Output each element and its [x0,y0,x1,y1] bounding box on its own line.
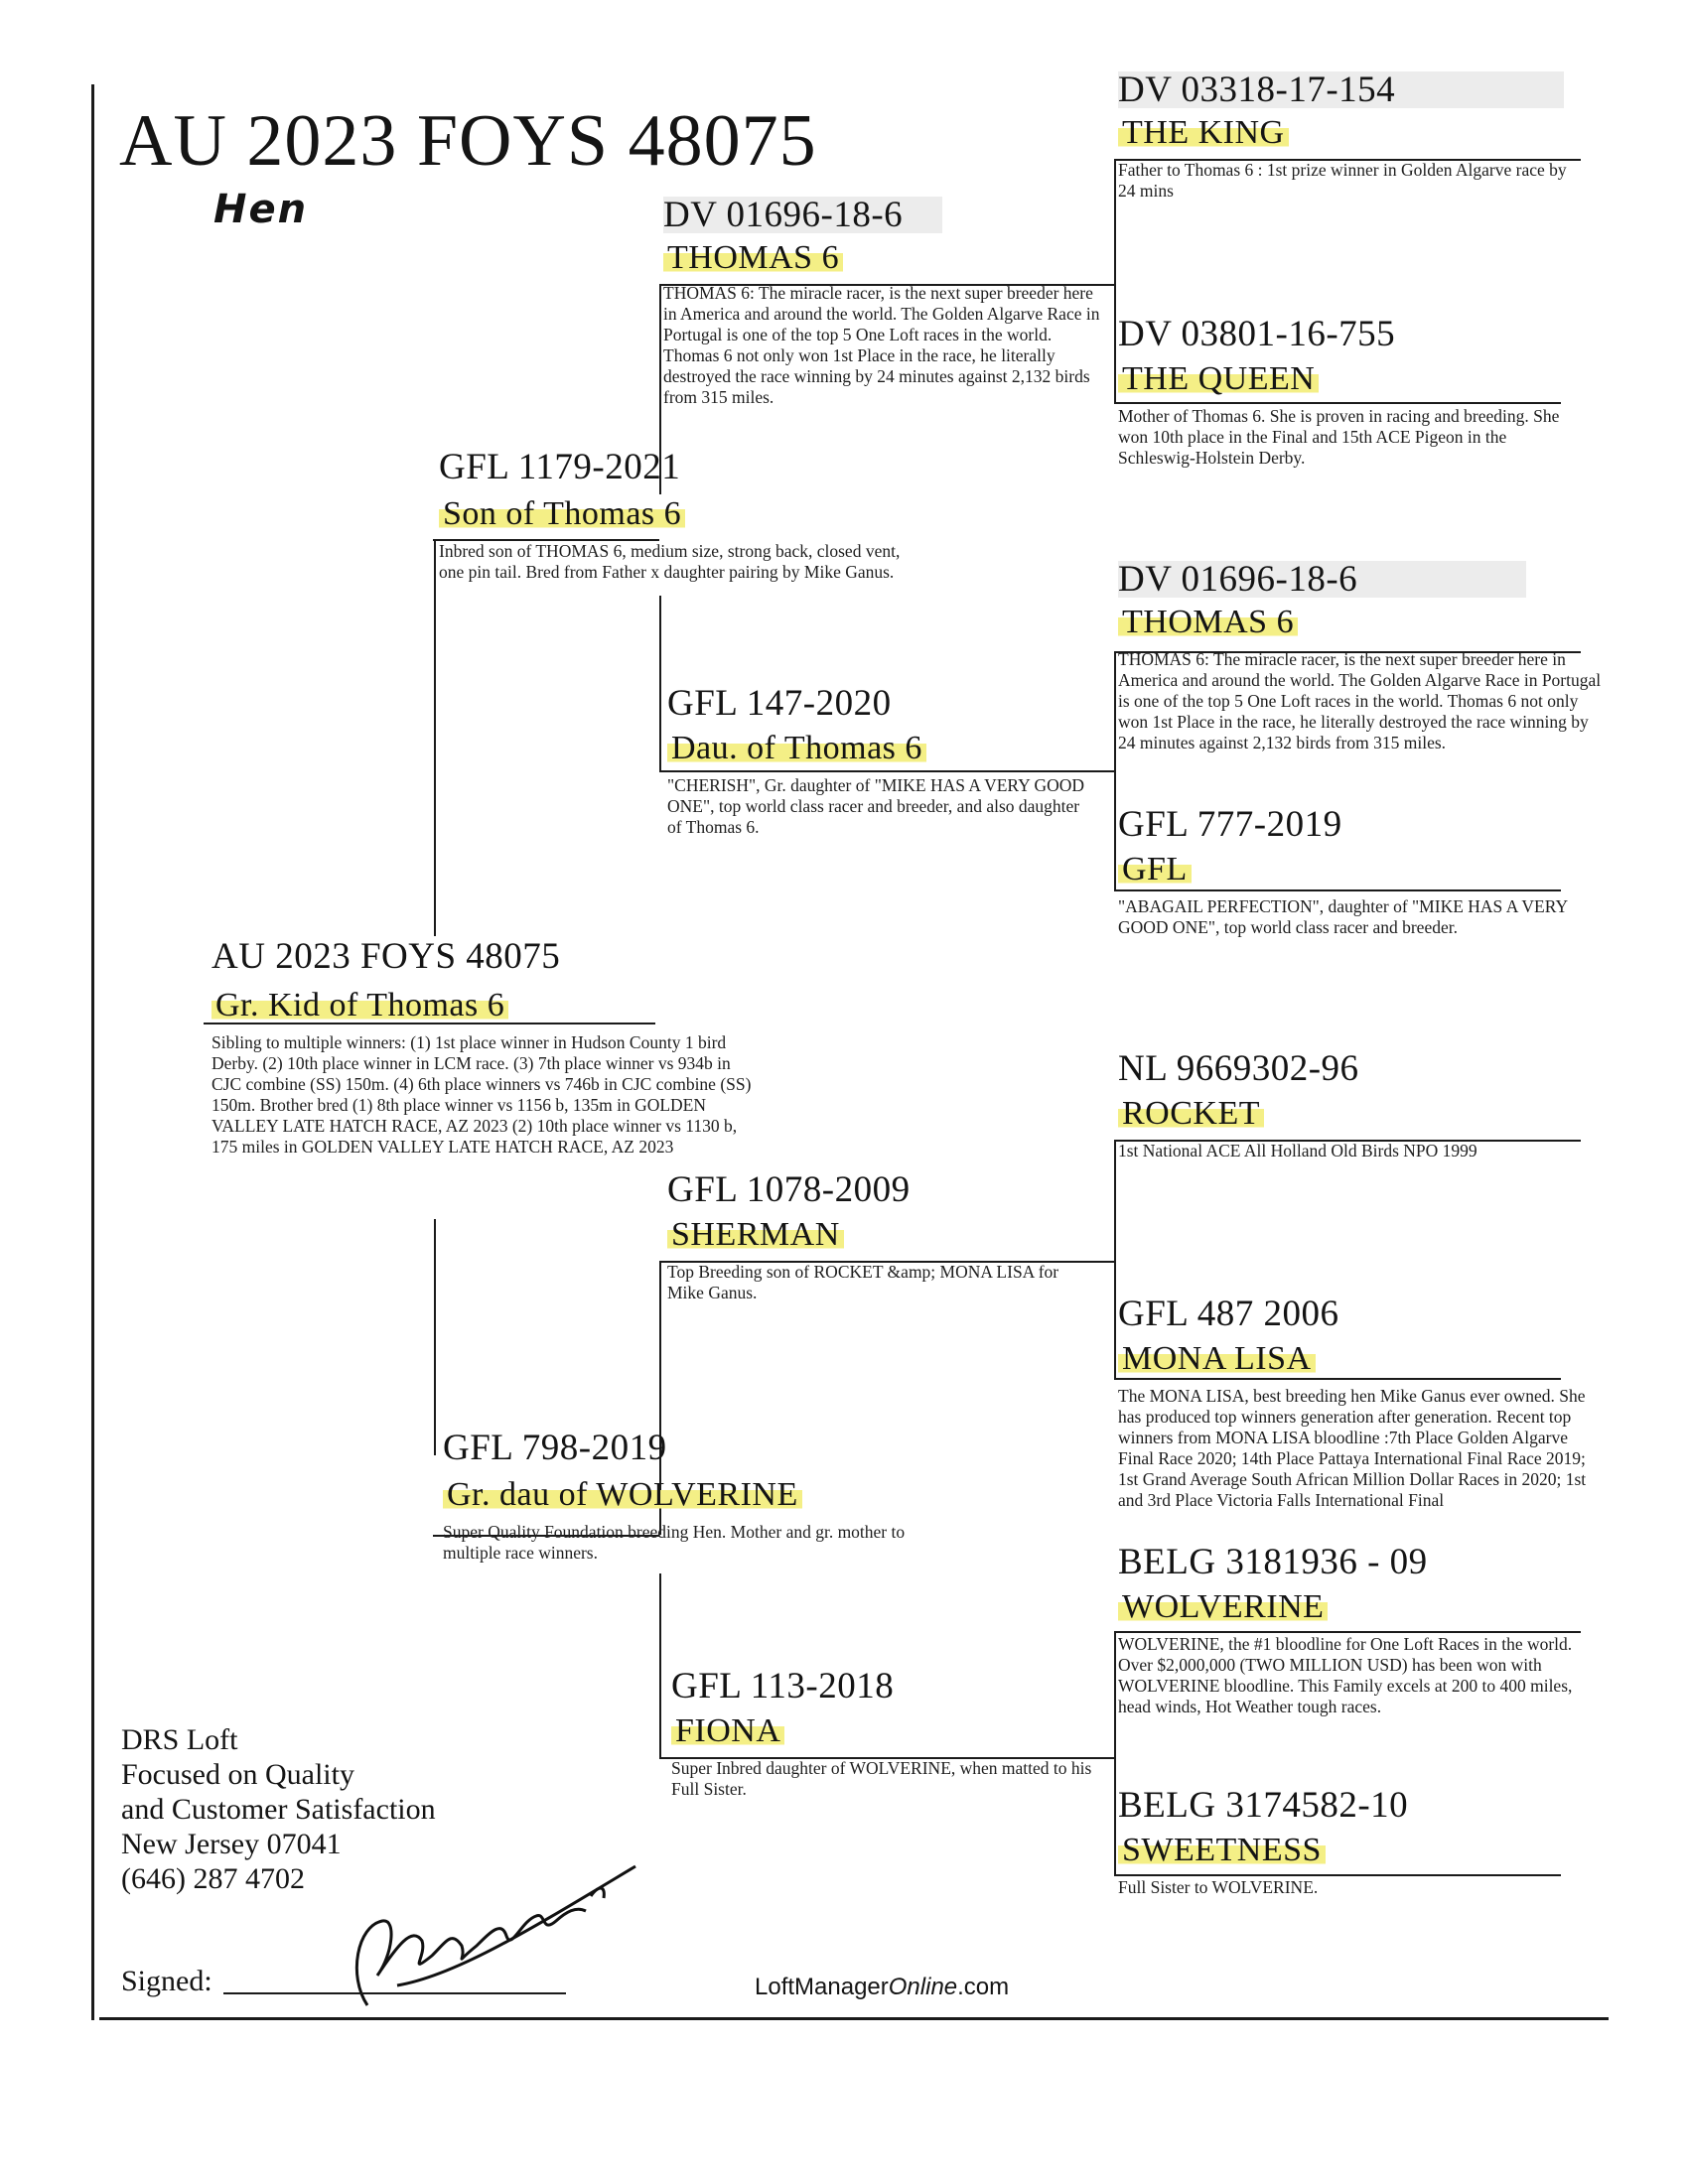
sire-dam-reg: GFL 147-2020 [667,683,892,724]
ggp-name: THE QUEEN [1118,360,1319,397]
ggp-reg: DV 03801-16-755 [1118,314,1396,354]
ggp-entry-mona-lisa [1118,1296,1595,1535]
loft-phone: (646) 287 4702 [121,1862,305,1895]
sire-reg: GFL 1179-2021 [439,447,681,487]
connector [659,596,661,772]
footer-brand [755,1974,1009,2001]
ggp-reg: BELG 3181936 - 09 [1118,1542,1428,1582]
dam-reg: GFL 798-2019 [443,1428,667,1468]
connector [1114,653,1116,891]
connector [659,1573,661,1759]
page-title: AU 2023 FOYS 48075 [119,100,817,182]
ggp-name: WOLVERINE [1118,1588,1328,1625]
dam-name: Gr. dau of WOLVERINE [443,1476,802,1513]
ggp-desc: Father to Thomas 6 : 1st prize winner in Golden Algarve race by 24 mins [1118,160,1567,201]
ggp-entry-gfl-777 [1118,806,1585,962]
ggp-desc: "ABAGAIL PERFECTION", daughter of "MIKE HAS A VERY GOOD ONE", top world class racer and breeder. [1118,896,1568,937]
ggp-reg: GFL 777-2019 [1118,804,1342,845]
ggp-entry-thomas-6 [1118,561,1605,776]
dam-desc: Super Quality Foundation breeding Hen. Mother and gr. mother to multiple race winners. [443,1522,906,1563]
ggp-desc: The MONA LISA, best breeding hen Mike Ganus ever owned. She has produced top winners generation after generation. Recent top winners from MONA LISA bloodline :7th Place Golden Algarve Final Race 2020; 14th Place Pattaya International Final Race 2019; 1st Grand Average South African Million Dollar Races in 2020; 1st and 3rd Place Victoria Falls International Final [1118,1386,1587,1510]
dam-dam-reg: GFL 113-2018 [671,1666,895,1706]
subject-entry [211,938,768,1203]
ggp-name: MONA LISA [1118,1340,1316,1377]
subject-name: Gr. Kid of Thomas 6 [211,987,508,1024]
subject-desc: Sibling to multiple winners: (1) 1st place winner in Hudson County 1 bird Derby. (2) 10th place winner in LCM race. (3) 7th place winner vs 934b in CJC combine (SS) 150m. (4) 6th place winners vs 746b in CJC combine (SS) 150m. Brother bred (1) 8th place winner vs 1156 b, 135m in GOLDEN VALLEY LATE HATCH RACE, AZ 2023 (2) 10th place winner vs 1130 b, 175 miles in GOLDEN VALLEY LATE HATCH RACE, AZ 2023 [211,1032,752,1157]
footer-brand-suffix: .com [957,1974,1010,2000]
ggp-desc: 1st National ACE All Holland Old Birds NPO 1999 [1118,1141,1477,1160]
loft-location: New Jersey 07041 [121,1828,342,1860]
dam-dam-desc: Super Inbred daughter of WOLVERINE, when matted to his Full Sister. [671,1758,1092,1799]
signed-label: Signed: [121,1965,212,1997]
ggp-entry-wolverine [1118,1544,1595,1743]
loft-tagline: Focused on Quality [121,1758,354,1791]
sire-dam-entry [667,685,1104,841]
ggp-reg: DV 03318-17-154 [1118,71,1564,108]
dam-dam-name: FIONA [671,1712,784,1749]
ggp-name: THE KING [1118,114,1289,151]
sire-sire-reg: DV 01696-18-6 [663,197,942,233]
ggp-reg: NL 9669302-96 [1118,1048,1359,1089]
page-bottom-border [99,2017,1609,2020]
handwritten-sex-note: Hen [213,187,309,232]
ggp-entry-the-queen [1118,316,1585,472]
ggp-name: GFL [1118,851,1192,887]
dam-sire-reg: GFL 1078-2009 [667,1169,911,1210]
dam-entry [443,1430,939,1566]
signature-line [223,1992,566,1994]
connector [434,1219,436,1455]
sire-entry [439,449,915,607]
sire-desc: Inbred son of THOMAS 6, medium size, strong back, closed vent, one pin tail. Bred from Father x daughter pairing by Mike Ganus. [439,541,901,582]
dam-dam-entry [671,1668,1108,1802]
connector [1114,1633,1116,1876]
sire-dam-name: Dau. of Thomas 6 [667,730,926,766]
footer-brand-prefix: LoftManager [755,1974,889,2000]
dam-sire-entry [667,1171,1104,1305]
footer-brand-italic: Online [888,1974,958,2000]
ggp-desc: Mother of Thomas 6. She is proven in racing and breeding. She won 10th place in the Final and 15th ACE Pigeon in the Schleswig-Holstein Derby. [1118,406,1560,468]
connector [434,541,436,936]
signature-image [338,1827,655,2015]
page-left-border [91,84,94,2020]
sire-sire-desc: THOMAS 6: The miracle racer, is the next super breeder here in America and around the world. The Golden Algarve Race in Portugal is one of the top 5 One Loft races in the world. Thomas 6 not only won 1st Place in the race, he literally destroyed the race winning by 24 minutes against 2,132 birds from 315 miles. [663,283,1100,407]
ggp-name: ROCKET [1118,1095,1264,1132]
ggp-reg: BELG 3174582-10 [1118,1785,1409,1826]
ggp-desc: THOMAS 6: The miracle racer, is the next super breeder here in America and around the world. The Golden Algarve Race in Portugal is one of the top 5 One Loft races in the world. Thomas 6 not only won 1st Place in the race, he literally destroyed the race winning by 24 minutes against 2,132 birds from 315 miles. [1118,649,1602,752]
loft-name: DRS Loft [121,1723,238,1756]
sire-name: Son of Thomas 6 [439,495,685,532]
subject-reg: AU 2023 FOYS 48075 [211,936,561,977]
ggp-desc: WOLVERINE, the #1 bloodline for One Loft Races in the world. Over $2,000,000 (TWO MILLION USD) has been won with WOLVERINE bloodline. This Family excels at 200 to 400 miles, head winds, Hot Weather tough races. [1118,1634,1573,1716]
ggp-reg: GFL 487 2006 [1118,1294,1339,1334]
dam-sire-name: SHERMAN [667,1216,844,1253]
ggp-desc: Full Sister to WOLVERINE. [1118,1877,1319,1897]
connector [1114,161,1116,404]
sire-sire-name: THOMAS 6 [663,239,843,276]
ggp-name: THOMAS 6 [1118,604,1298,640]
dam-sire-desc: Top Breeding son of ROCKET &amp; MONA LISA for Mike Ganus. [667,1262,1059,1302]
ggp-entry-sweetness [1118,1787,1585,1899]
sire-sire-entry [663,197,1100,432]
loft-tagline: and Customer Satisfaction [121,1793,436,1826]
connector [1114,1142,1116,1380]
ggp-entry-rocket [1118,1050,1595,1162]
ggp-entry-the-king [1118,71,1605,204]
sire-dam-desc: "CHERISH", Gr. daughter of "MIKE HAS A VERY GOOD ONE", top world class racer and breeder, and also daughter of Thomas 6. [667,775,1085,837]
ggp-name: SWEETNESS [1118,1832,1326,1868]
ggp-reg: DV 01696-18-6 [1118,561,1526,598]
